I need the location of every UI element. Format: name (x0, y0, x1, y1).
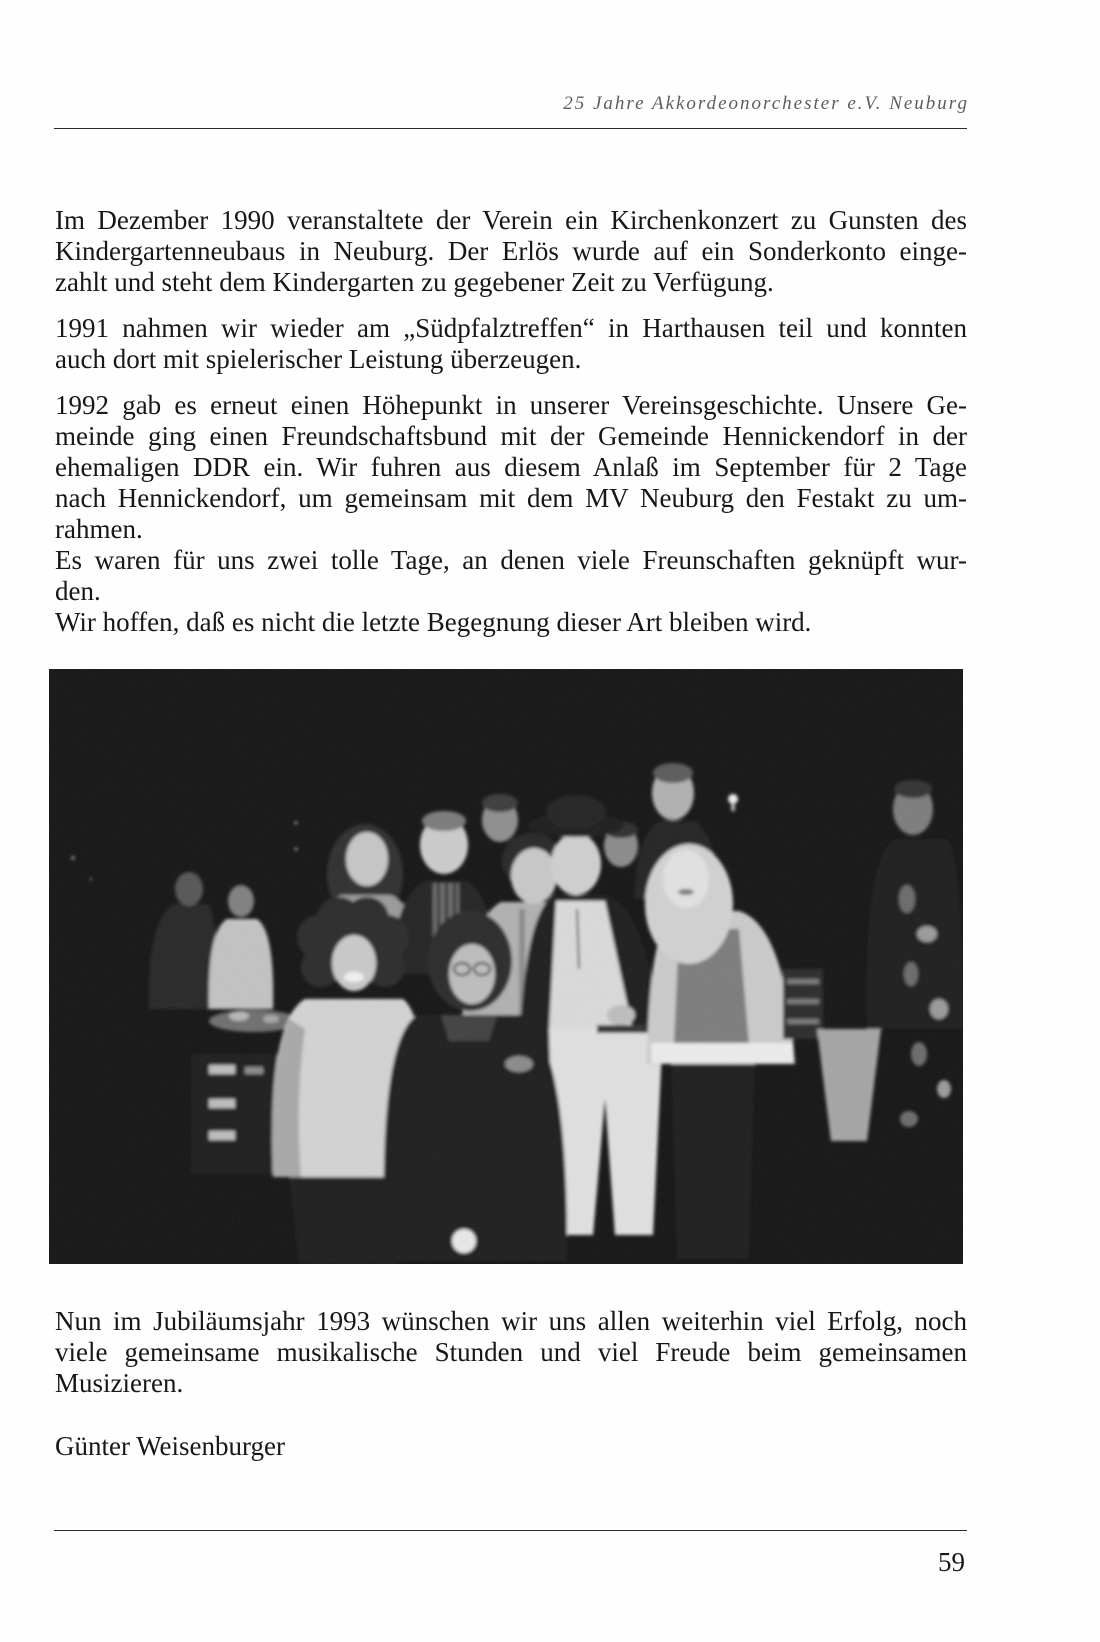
text-line: ehemaligen DDR ein. Wir fuhren aus diesem Anlaß im September für 2 Tage (55, 452, 967, 482)
paragraph-3 (55, 390, 967, 638)
text-line: auch dort mit spielerischer Leistung überzeugen. (55, 344, 582, 374)
paragraph-4 (55, 1306, 967, 1399)
running-title: 25 Jahre Akkordeonorchester e.V. Neuburg (563, 93, 969, 114)
text-line: den. (55, 576, 101, 606)
text-line: Es waren für uns zwei tolle Tage, an denen viele Freunschaften geknüpft wur- (55, 545, 967, 575)
header-rule (54, 128, 967, 129)
text-line: nach Hennickendorf, um gemeinsam mit dem MV Neuburg den Festakt zu um- (55, 483, 967, 513)
text-line: 1991 nahmen wir wieder am „Südpfalztreffen“ in Harthausen teil und konnten (55, 313, 967, 343)
text-line: Wir hoffen, daß es nicht die letzte Begegnung dieser Art bleiben wird. (55, 607, 812, 637)
text-line: rahmen. (55, 514, 143, 544)
text-line: viele gemeinsame musikalische Stunden und viel Freude beim gemeinsamen (55, 1337, 967, 1367)
text-line: 1992 gab es erneut einen Höhepunkt in unserer Vereinsgeschichte. Unsere Ge- (55, 390, 967, 420)
text-line: Musizieren. (55, 1368, 184, 1398)
page-number: 59 (938, 1547, 965, 1577)
paragraph-2 (55, 313, 967, 375)
author-signature: Günter Weisenburger (55, 1431, 286, 1461)
footer-rule (54, 1530, 967, 1531)
film-grain (49, 669, 963, 1264)
text-line: Im Dezember 1990 veranstaltete der Verein ein Kirchenkonzert zu Gunsten des (55, 205, 967, 235)
text-line: meinde ging einen Freundschaftsbund mit der Gemeinde Hennickendorf in der (55, 421, 967, 451)
text-line: zahlt und steht dem Kindergarten zu gegebener Zeit zu Verfügung. (55, 267, 774, 297)
text-line: Nun im Jubiläumsjahr 1993 wünschen wir uns allen weiterhin viel Erfolg, noch (55, 1306, 967, 1336)
text-line: Kindergartenneubaus in Neuburg. Der Erlös wurde auf ein Sonderkonto einge- (55, 236, 967, 266)
group-photo (49, 669, 963, 1264)
paragraph-1 (55, 205, 967, 298)
